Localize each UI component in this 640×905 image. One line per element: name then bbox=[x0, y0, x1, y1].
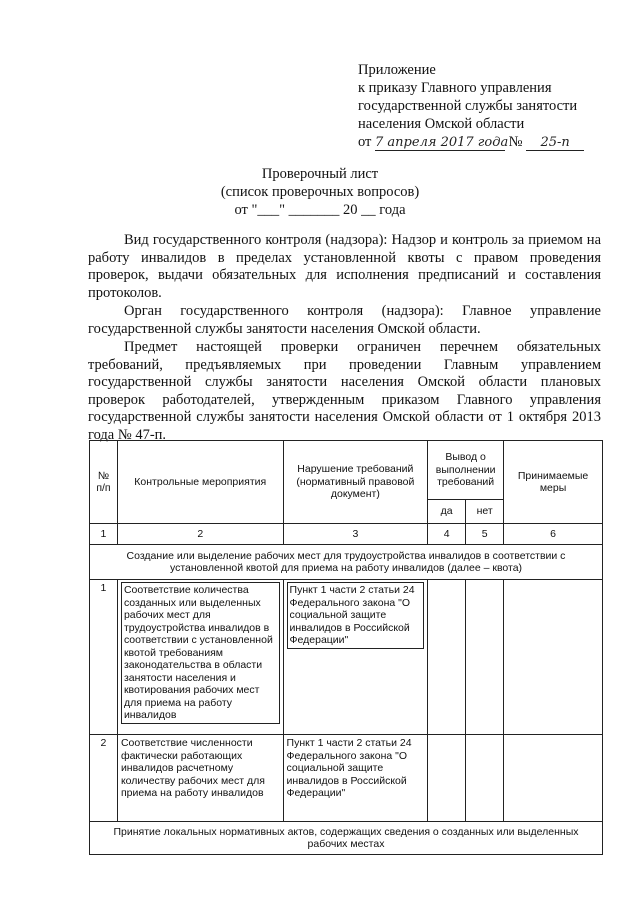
row-violation: Пункт 1 части 2 статьи 24 Федерального закона "О социальной защите инвалидов в Российской Федерации" bbox=[283, 735, 428, 822]
date-prefix: от bbox=[358, 134, 372, 150]
table-section-row bbox=[90, 822, 603, 855]
appendix-line-4: населения Омской области bbox=[358, 116, 525, 132]
paragraph-control-type: Вид государственного контроля (надзора): Надзор и контроль за приемом на работу инвалидов в пределах установленной квоты с правом проведения проверок, выдачи обязательных для исполнения предписаний и составления протоколов. bbox=[88, 232, 601, 301]
paragraph-control-body: Орган государственного контроля (надзора): Главное управление государственной службы занятости населения Омской области. bbox=[88, 303, 601, 337]
title-line-3: от "___" _______ 20 __ года bbox=[234, 202, 406, 218]
title-line-2: (список проверочных вопросов) bbox=[220, 184, 420, 200]
table-section-row bbox=[90, 545, 603, 580]
row-num: 2 bbox=[90, 735, 118, 822]
number-sign: № bbox=[508, 134, 523, 150]
document-title bbox=[0, 165, 640, 219]
appendix-date-line bbox=[358, 133, 618, 151]
handwritten-number: 25-п bbox=[526, 136, 584, 151]
section-heading-2: Принятие локальных нормативных актов, содержащих сведения о созданных или выделенных рабочих местах bbox=[90, 822, 603, 855]
row-measure: Соответствие численности фактически работающих инвалидов расчетному количеству рабочих мест для приема на работу инвалидов bbox=[117, 735, 283, 822]
col-number: 3 bbox=[283, 524, 428, 545]
header-num: № п/п bbox=[90, 441, 118, 524]
col-number: 5 bbox=[466, 524, 504, 545]
header-actions: Принимаемые меры bbox=[504, 441, 603, 524]
row-yes-cell[interactable] bbox=[428, 580, 466, 735]
col-number: 2 bbox=[117, 524, 283, 545]
appendix-line-2: к приказу Главного управления bbox=[358, 80, 552, 96]
row-measure bbox=[117, 580, 283, 735]
checklist-table bbox=[89, 440, 603, 855]
appendix-line-3: государственной службы занятости bbox=[358, 98, 578, 114]
title-line-1: Проверочный лист bbox=[261, 166, 379, 182]
table-row bbox=[90, 735, 603, 822]
appendix-block bbox=[358, 61, 618, 151]
row-measure-text: Соответствие количества созданных или выделенных рабочих мест для трудоустройства инвалидов в соответствии с установленной квотой требованиям законодательства в области занятости населения и квотирования рабочих мест для приема на работу инвалидов bbox=[121, 582, 280, 724]
row-no-cell[interactable] bbox=[466, 735, 504, 822]
appendix-line-1: Приложение bbox=[358, 62, 436, 78]
row-num: 1 bbox=[90, 580, 118, 735]
row-yes-cell[interactable] bbox=[428, 735, 466, 822]
table-column-numbers-row bbox=[90, 524, 603, 545]
header-conclusion: Вывод о выполнении требований bbox=[428, 441, 504, 500]
header-no: нет bbox=[466, 499, 504, 523]
header-violation: Нарушение требований (нормативный правовой документ) bbox=[283, 441, 428, 524]
header-yes: да bbox=[428, 499, 466, 523]
row-violation-text: Пункт 1 части 2 статьи 24 Федерального закона "О социальной защите инвалидов в Российской Федерации" bbox=[287, 582, 425, 649]
col-number: 1 bbox=[90, 524, 118, 545]
row-actions-cell[interactable] bbox=[504, 735, 603, 822]
table-header-row bbox=[90, 441, 603, 500]
table-row bbox=[90, 580, 603, 735]
header-measures: Контрольные мероприятия bbox=[117, 441, 283, 524]
row-no-cell[interactable] bbox=[466, 580, 504, 735]
paragraph-inspection-subject: Предмет настоящей проверки ограничен перечнем обязательных требований, предъявляемых при проведении Главным управлением государственной службы занятости населения Омской области плановых проверок работодателей, утвержденным приказом Главного управления государственной службы занятости населения Омской области от 1 октября 2013 года № 47-п. bbox=[88, 339, 601, 443]
row-violation bbox=[283, 580, 428, 735]
handwritten-date: 7 апреля 2017 года bbox=[375, 135, 509, 150]
section-heading-1: Создание или выделение рабочих мест для трудоустройства инвалидов в соответствии с установленной квотой для приема на работу инвалидов (далее – квота) bbox=[90, 545, 603, 580]
col-number: 4 bbox=[428, 524, 466, 545]
row-actions-cell[interactable] bbox=[504, 580, 603, 735]
col-number: 6 bbox=[504, 524, 603, 545]
